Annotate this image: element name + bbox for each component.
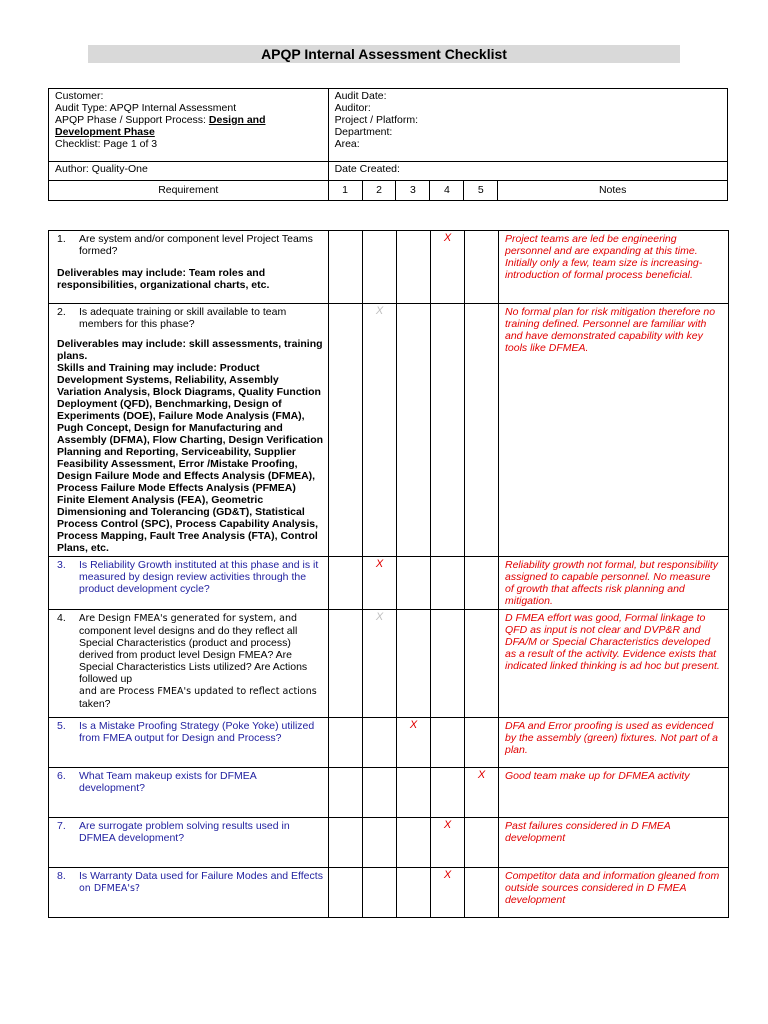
note-text: Past failures considered in D FMEA development bbox=[499, 818, 729, 868]
requirement-cell: 1. Are system and/or component level Project Teams formed? Deliverables may include: Team roles and responsibilities, organizational charts, etc. bbox=[49, 231, 329, 304]
table-row bbox=[49, 768, 729, 818]
score-cell-3 bbox=[397, 557, 431, 610]
requirement-cell: 5. Is a Mistake Proofing Strategy (Poke Yoke) utilized from FMEA output for Design and Process? bbox=[49, 718, 329, 768]
score-cell-1 bbox=[329, 868, 363, 918]
page-title: APQP Internal Assessment Checklist bbox=[88, 45, 680, 63]
score-cell-3 bbox=[397, 610, 431, 718]
col-score-1: 1 bbox=[328, 181, 362, 201]
note-text: D FMEA effort was good, Formal linkage to QFD as input is not clear and DVP&R and DFA/M or Special Characteristics developed as a result of the activity. Evidence exists that indicated linked thinking is ad hoc but present. bbox=[499, 610, 729, 718]
skills-list-text: Skills and Training may include: Product Development Systems, Reliability, Assembly Variation Analysis, Block Diagrams, Quality Function Deployment (QFD), Benchmarking, Design of Experiments (DOE), Failure Mode Analysis (FMA), Pugh Concept, Design for Manufacturing and Assembly (DFMA), Flow Charting, Design Verification Planning and Reporting, Serviceability, Supplier Feasibility Assessment, Error /Mistake Proofing, Design Failure Mode and Effects Analysis (DFMEA), Process Failure Mode Effects Analysis (PFMEA) Finite Element Analysis (FEA), Geometric Dimensioning and Tolerancing (GD&T), Statistical Process Control (SPC), Process Capability Analysis, Process Mapping, Fault Tree Analysis (FTA), Control Plans, etc. bbox=[57, 362, 324, 554]
requirement-cell: 8. Is Warranty Data used for Failure Modes and Effects on DFMEA's? bbox=[49, 868, 329, 918]
requirement-cell: 4. Are Design FMEA's generated for system, and component level designs and do they reflect all Special Characteristics (product and process) derived from product level Design FMEA? Are Special Characteristics Lists utilized? Are Actions followed up and are Process FMEA's updated to reflect actions taken? bbox=[49, 610, 329, 718]
question-text: Is adequate training or skill available to team members for this phase? bbox=[79, 306, 287, 330]
score-cell-1 bbox=[329, 610, 363, 718]
note-text: Competitor data and information gleaned from outside sources considered in D FMEA development bbox=[499, 868, 729, 918]
col-requirement: Requirement bbox=[49, 181, 329, 201]
question-text: Are Design FMEA's generated for system, and component level designs and do they reflect all Special Characteristics (product and process) derived from product level Design FMEA? Are Special Characteristics Lists utilized? Are Actions followed up and are Process FMEA's updated to reflect actions taken? bbox=[79, 613, 317, 710]
audit-type-label: Audit Type: APQP Internal Assessment bbox=[55, 102, 237, 114]
question-text: Are surrogate problem solving results used in DFMEA development? bbox=[79, 820, 290, 844]
table-row bbox=[49, 304, 729, 557]
table-row bbox=[49, 610, 729, 718]
score-cell-3 bbox=[397, 304, 431, 557]
checklist-table bbox=[48, 230, 729, 918]
score-mark: X bbox=[465, 768, 499, 818]
score-cell-4 bbox=[431, 610, 465, 718]
customer-label: Customer: bbox=[55, 90, 104, 102]
score-cell-4 bbox=[431, 768, 465, 818]
score-mark: X bbox=[363, 304, 397, 557]
score-mark: X bbox=[431, 818, 465, 868]
col-notes: Notes bbox=[498, 181, 728, 201]
project-platform-label: Project / Platform: bbox=[334, 114, 419, 126]
score-cell-1 bbox=[329, 718, 363, 768]
score-cell-5 bbox=[465, 304, 499, 557]
score-cell-1 bbox=[329, 557, 363, 610]
deliverables-text: Deliverables may include: Team roles and responsibilities, organizational charts, etc. bbox=[57, 267, 270, 291]
score-cell-5 bbox=[465, 718, 499, 768]
score-mark: X bbox=[397, 718, 431, 768]
note-text: Reliability growth not formal, but responsibility assigned to capable personnel. No measure of growth that affects risk planning and mitigation. bbox=[499, 557, 729, 610]
score-cell-1 bbox=[329, 818, 363, 868]
score-cell-5 bbox=[465, 818, 499, 868]
score-cell-3 bbox=[397, 231, 431, 304]
auditor-label: Auditor: bbox=[334, 102, 371, 114]
col-score-4: 4 bbox=[430, 181, 464, 201]
area-label: Area: bbox=[334, 138, 360, 150]
score-cell-3 bbox=[397, 768, 431, 818]
score-cell-2 bbox=[363, 231, 397, 304]
audit-info-left bbox=[49, 89, 329, 162]
question-text: Is Warranty Data used for Failure Modes and Effects on DFMEA's? bbox=[79, 870, 323, 894]
question-text: What Team makeup exists for DFMEA development? bbox=[79, 770, 257, 794]
note-text: DFA and Error proofing is used as evidenced by the assembly (green) fixtures. Not part of a plan. bbox=[499, 718, 729, 768]
score-cell-4 bbox=[431, 304, 465, 557]
table-row bbox=[49, 557, 729, 610]
phase-value: Development Phase bbox=[55, 126, 155, 138]
score-mark: X bbox=[431, 231, 465, 304]
note-text: Good team make up for DFMEA activity bbox=[499, 768, 729, 818]
audit-info-right bbox=[328, 89, 727, 162]
question-text: Are system and/or component level Project Teams formed? bbox=[79, 233, 313, 257]
table-row bbox=[49, 818, 729, 868]
col-score-2: 2 bbox=[362, 181, 396, 201]
deliverables-text: Deliverables may include: skill assessments, training plans. bbox=[57, 338, 323, 362]
score-cell-2 bbox=[363, 718, 397, 768]
requirement-cell: 2. Is adequate training or skill available to team members for this phase? Deliverables may include: skill assessments, training plans. Skills and Training may include: Product Development Systems, Reliability, Assembly Variation Analysis, Block Diagrams, Quality Function Deployment (QFD), Benchmarking, Design of Experiments (DOE), Failure Mode Analysis (FMA), Pugh Concept, Design for Manufacturing and Assembly (DFMA), Flow Charting, Design Verification Planning and Reporting, Serviceability, Supplier Feasibility Assessment, Error /Mistake Proofing, Design Failure Mode and Effects Analysis (DFMEA), Process Failure Mode Effects Analysis (PFMEA) Finite Element Analysis (FEA), Geometric Dimensioning and Tolerancing (GD&T), Statistical Process Control (SPC), Process Capability Analysis, Process Mapping, Fault Tree Analysis (FTA), Control Plans, etc. bbox=[49, 304, 329, 557]
requirement-cell: 3. Is Reliability Growth instituted at this phase and is it measured by design review activities through the product development cycle? bbox=[49, 557, 329, 610]
score-cell-4 bbox=[431, 718, 465, 768]
col-score-3: 3 bbox=[396, 181, 430, 201]
audit-header-table bbox=[48, 88, 728, 201]
column-header-row bbox=[49, 181, 728, 201]
score-mark: X bbox=[363, 557, 397, 610]
score-cell-3 bbox=[397, 868, 431, 918]
table-row bbox=[49, 868, 729, 918]
score-cell-5 bbox=[465, 557, 499, 610]
score-cell-1 bbox=[329, 304, 363, 557]
note-text: Project teams are led be engineering personnel and are expanding at this time. Initially only a few, team size is increasing- introduction of formal process beneficial. bbox=[499, 231, 729, 304]
note-text: No formal plan for risk mitigation therefore no training defined. Personnel are familiar with and have demonstrated capability with key tools like DFMEA. bbox=[499, 304, 729, 557]
audit-date-label: Audit Date: bbox=[334, 90, 387, 102]
requirement-cell: 6. What Team makeup exists for DFMEA development? bbox=[49, 768, 329, 818]
question-text: Is Reliability Growth instituted at this phase and is it measured by design review activities through the product development cycle? bbox=[79, 559, 319, 595]
col-score-5: 5 bbox=[464, 181, 498, 201]
score-cell-2 bbox=[363, 868, 397, 918]
requirement-cell: 7. Are surrogate problem solving results used in DFMEA development? bbox=[49, 818, 329, 868]
score-mark: X bbox=[363, 610, 397, 718]
phase-label: APQP Phase / Support Process: Design and bbox=[55, 114, 266, 126]
checklist-page-label: Checklist: Page 1 of 3 bbox=[55, 138, 158, 150]
author-label: Author: Quality-One bbox=[49, 162, 329, 181]
score-cell-1 bbox=[329, 231, 363, 304]
department-label: Department: bbox=[334, 126, 393, 138]
score-cell-2 bbox=[363, 768, 397, 818]
score-mark: X bbox=[431, 868, 465, 918]
score-cell-5 bbox=[465, 868, 499, 918]
score-cell-5 bbox=[465, 231, 499, 304]
score-cell-5 bbox=[465, 610, 499, 718]
table-row bbox=[49, 718, 729, 768]
question-text: Is a Mistake Proofing Strategy (Poke Yoke) utilized from FMEA output for Design and Process? bbox=[79, 720, 315, 744]
score-cell-2 bbox=[363, 818, 397, 868]
score-cell-3 bbox=[397, 818, 431, 868]
score-cell-4 bbox=[431, 557, 465, 610]
table-row bbox=[49, 231, 729, 304]
date-created-label: Date Created: bbox=[328, 162, 727, 181]
score-cell-1 bbox=[329, 768, 363, 818]
